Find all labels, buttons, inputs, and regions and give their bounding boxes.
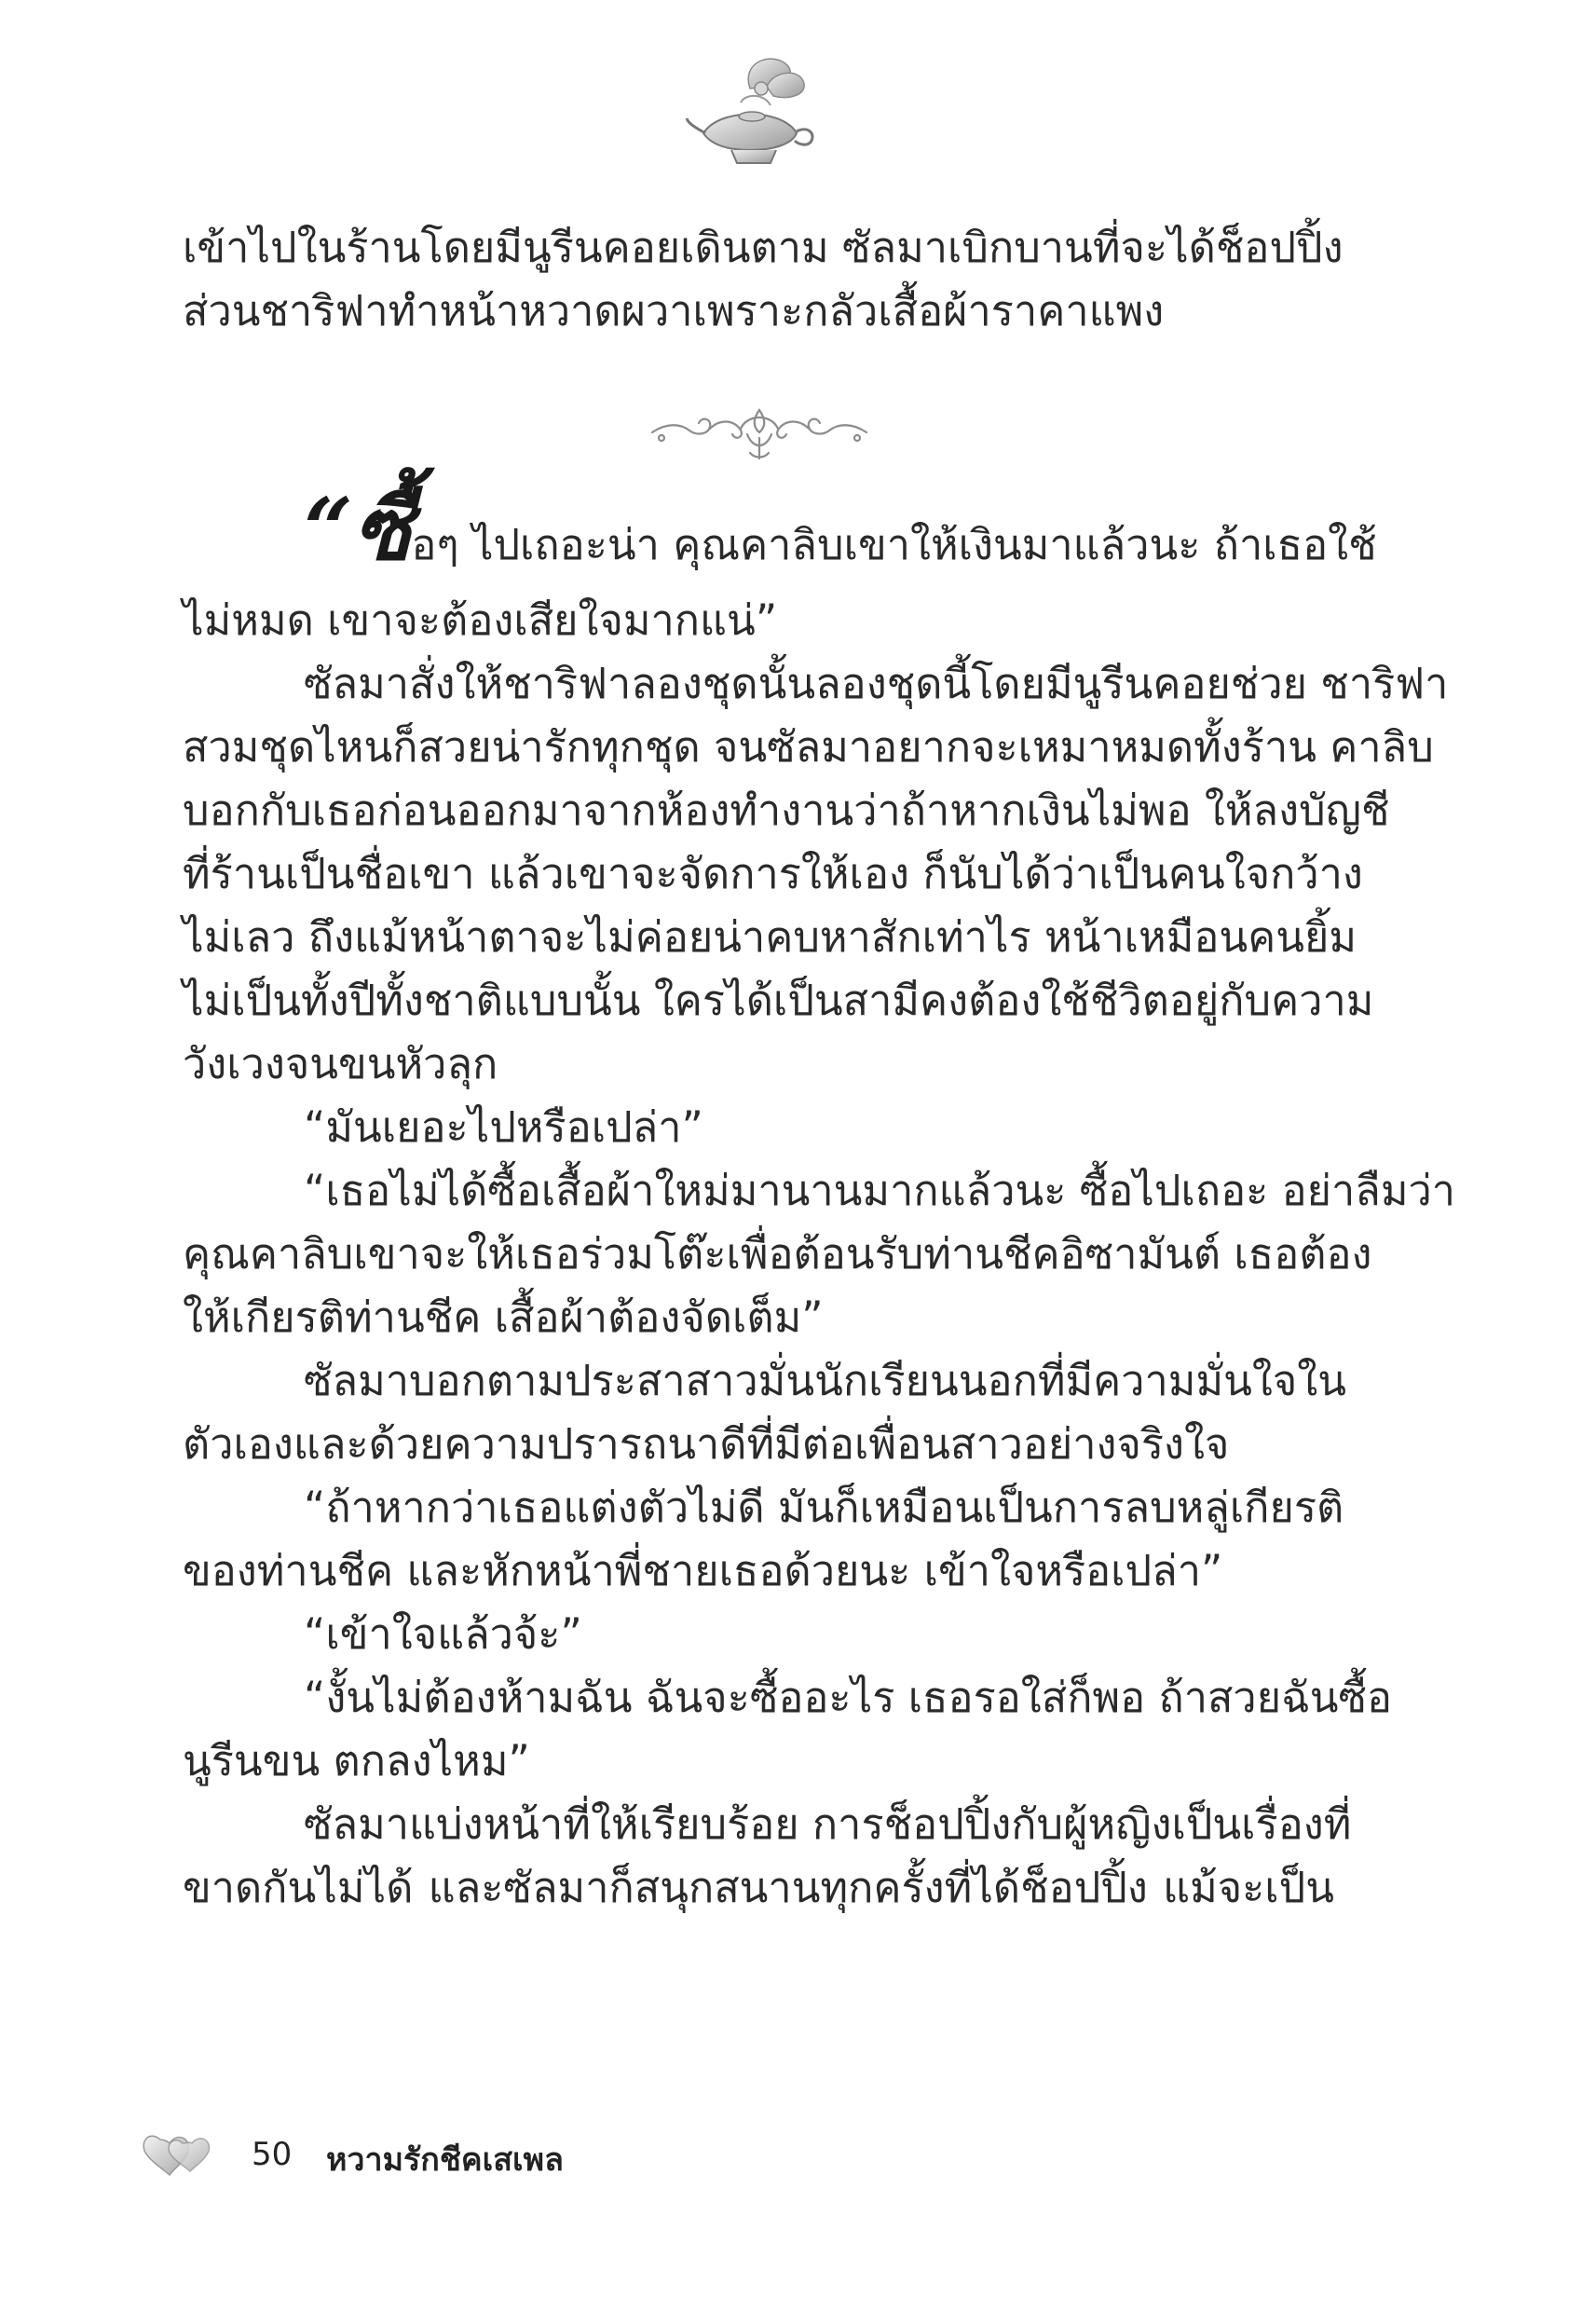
text-line: ไม่หมด เขาจะต้องเสียใจมากแน่”: [183, 595, 778, 645]
text-line: วังเวงจนขนหัวลุก: [183, 1039, 498, 1088]
intro-paragraph: [183, 216, 1344, 343]
intro-line: เข้าไปในร้านโดยมีนูรีนคอยเดินตาม ซัลมาเบิกบานที่จะได้ช็อปปิ้ง: [183, 223, 1344, 272]
page-footer: [140, 2126, 792, 2192]
text-line: “งั้นไม่ต้องห้ามฉัน ฉันจะซื้ออะไร เธอรอใส่ก็พอ ถ้าสวยฉันซื้อ: [304, 1673, 1393, 1722]
text-line: ไม่เป็นทั้งปีทั้งชาติแบบนั้น ใครได้เป็นสามีคงต้องใช้ชีวิตอยู่กับความ: [183, 976, 1374, 1025]
text-line-content: อๆ ไปเถอะน่า คุณคาลิบเขาให้เงินมาแล้วนะ ถ้าเธอใช้: [411, 520, 1377, 569]
genie-lamp-icon: [685, 51, 825, 172]
text-line: [183, 479, 1377, 589]
page-number: 50: [252, 2136, 293, 2173]
text-line: ซัลมาสั่งให้ชาริฟาลองชุดนั้นลองชุดนี้โดยมีนูรีนคอยช่วย ชาริฟา: [304, 659, 1449, 708]
drop-cap: “ซื้: [304, 479, 412, 580]
text-line: ให้เกียรติท่านชีค เสื้อผ้าต้องจัดเต็ม”: [183, 1292, 824, 1342]
text-line: ไม่เลว ถึงแม้หน้าตาจะไม่ค่อยน่าคบหาสักเท่าไร หน้าเหมือนคนยิ้ม: [183, 912, 1357, 962]
body-text: [183, 479, 1456, 1920]
intro-line: ส่วนชาริฟาทำหน้าหวาดผวาเพราะกลัวเสื้อผ้าราคาแพง: [183, 286, 1165, 335]
book-title: หวามรักชีคเสเพล: [326, 2141, 564, 2179]
hearts-icon: [140, 2126, 214, 2182]
text-line: ของท่านชีค และหักหน้าพี่ชายเธอด้วยนะ เข้าใจหรือเปล่า”: [183, 1546, 1223, 1595]
text-line: ขาดกันไม่ได้ และซัลมาก็สนุกสนานทุกครั้งที่ได้ช็อปปิ้ง แม้จะเป็น: [183, 1863, 1334, 1912]
text-line: “เธอไม่ได้ซื้อเสื้อผ้าใหม่มานานมากแล้วนะ ซื้อไปเถอะ อย่าลืมว่า: [304, 1166, 1456, 1215]
text-line: “เข้าใจแล้วจ้ะ”: [304, 1609, 582, 1659]
ornamental-divider-icon: [643, 401, 876, 466]
text-line: สวมชุดไหนก็สวยน่ารักทุกชุด จนซัลมาอยากจะเหมาหมดทั้งร้าน คาลิบ: [183, 722, 1434, 772]
text-line: ซัลมาแบ่งหน้าที่ให้เรียบร้อย การช็อปปิ้งกับผู้หญิงเป็นเรื่องที่: [304, 1799, 1352, 1849]
text-line: บอกกับเธอก่อนออกมาจากห้องทำงานว่าถ้าหากเงินไม่พอ ให้ลงบัญชี: [183, 786, 1390, 835]
text-line: “ถ้าหากว่าเธอแต่งตัวไม่ดี มันก็เหมือนเป็นการลบหลู่เกียรติ: [304, 1483, 1344, 1532]
text-line: คุณคาลิบเขาจะให้เธอร่วมโต๊ะเพื่อต้อนรับท่านชีคอิซามันต์ เธอต้อง: [183, 1229, 1372, 1279]
text-line: “มันเยอะไปหรือเปล่า”: [304, 1102, 703, 1152]
text-line: ที่ร้านเป็นชื่อเขา แล้วเขาจะจัดการให้เอง ก็นับได้ว่าเป็นคนใจกว้าง: [183, 849, 1363, 898]
text-line: ซัลมาบอกตามประสาสาวมั่นนักเรียนนอกที่มีความมั่นใจใน: [304, 1356, 1346, 1405]
text-line: ตัวเองและด้วยความปรารถนาดีที่มีต่อเพื่อนสาวอย่างจริงใจ: [183, 1419, 1230, 1469]
text-line: นูรีนขน ตกลงไหม”: [183, 1736, 530, 1785]
